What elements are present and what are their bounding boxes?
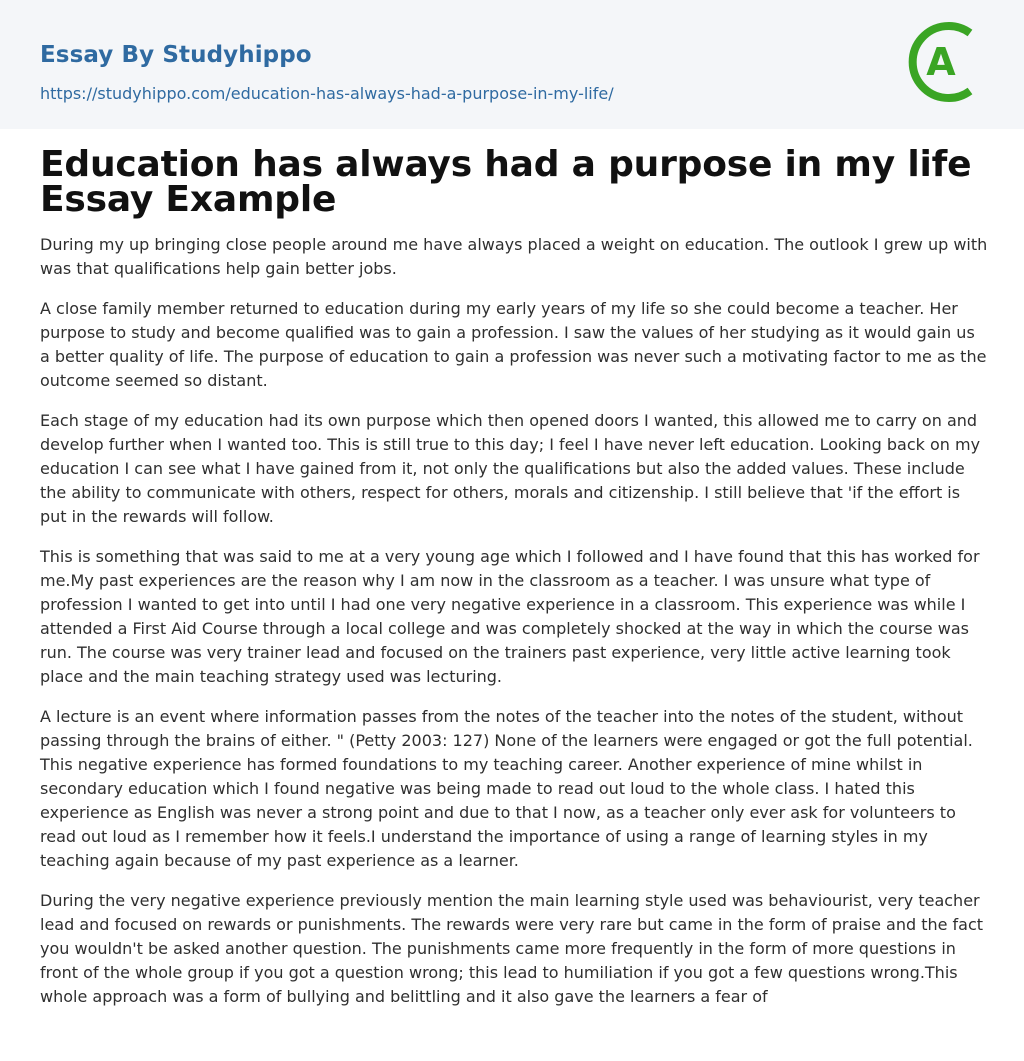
paragraph-2: A close family member returned to education during my early years of my life so she could become a teacher. Her purpose to study and become qualified was to gain a profession. I saw the values of her studying as it would gain us a better quality of life. The purpose of education to gain a profession was never such a motivating factor to me as the outcome seemed so distant. <box>40 299 987 390</box>
article-url-link[interactable]: https://studyhippo.com/education-has-always-had-a-purpose-in-my-life/ <box>40 84 614 103</box>
title-line-1: Education has always had a purpose in my life <box>40 144 972 185</box>
title-line-2: Essay Example <box>40 179 337 220</box>
article-title <box>40 144 988 220</box>
site-header <box>0 0 1024 129</box>
paragraph-4: This is something that was said to me at a very young age which I followed and I have found that this has worked for me.My past experiences are the reason why I am now in the classroom as a teacher. I was unsure what type of profession I wanted to get into until I had one very negative experience in a classroom. This experience was while I attended a First Aid Course through a local college and was completely shocked at the way in which the course was run. The course was very trainer lead and focused on the trainers past experience, very little active learning took place and the main teaching strategy used was lecturing. <box>40 547 980 686</box>
paragraph-3: Each stage of my education had its own purpose which then opened doors I wanted, this allowed me to carry on and develop further when I wanted too. This is still true to this day; I feel I have never left education. Looking back on my education I can see what I have gained from it, not only the qualifications but also the added values. These include the ability to communicate with others, respect for others, morals and citizenship. I still believe that 'if the effort is put in the rewards will follow. <box>40 411 981 526</box>
paragraph-1: During my up bringing close people around me have always placed a weight on education. The outlook I grew up with was that qualifications help gain better jobs. <box>40 235 988 278</box>
studyhippo-logo-icon[interactable] <box>908 19 988 105</box>
brand-title[interactable]: Essay By Studyhippo <box>40 42 312 68</box>
paragraph-5: A lecture is an event where information passes from the notes of the teacher into the notes of the student, without passing through the brains of either. " (Petty 2003: 127) None of the learners were engaged or got the full potential. This negative experience has formed foundations to my teaching career. Another experience of mine whilst in secondary education which I found negative was being made to read out loud to the whole class. I hated this experience as English was never a strong point and due to that I now, as a teacher only ever ask for volunteers to read out loud as I remember how it feels.I understand the importance of using a range of learning styles in my teaching again because of my past experience as a learner. <box>40 707 973 870</box>
logo-letter: A <box>926 40 956 84</box>
article <box>40 144 988 1025</box>
paragraph-6: During the very negative experience previously mention the main learning style used was behaviourist, very teacher lead and focused on rewards or punishments. The rewards were very rare but came in the form of praise and the fact you wouldn't be asked another question. The punishments came more frequently in the form of more questions in front of the whole group if you got a question wrong; this lead to humiliation if you got a few questions wrong.This whole approach was a form of bullying and belittling and it also gave the learners a fear of <box>40 891 984 1006</box>
